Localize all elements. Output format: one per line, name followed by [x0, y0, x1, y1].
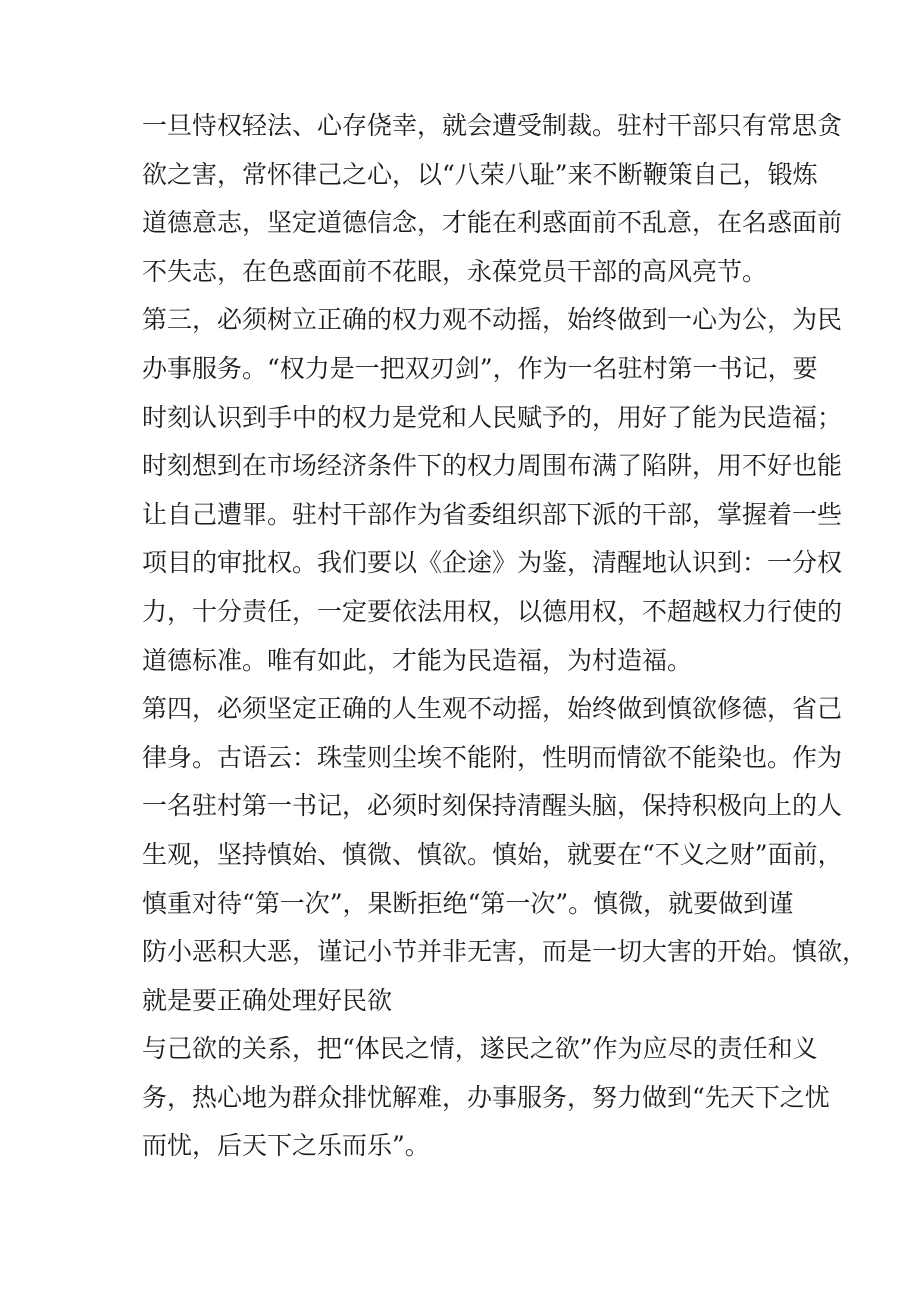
text-line: 律身。古语云：珠莹则尘埃不能附，性明而情欲不能染也。作为 — [142, 742, 843, 772]
paragraph — [142, 102, 843, 296]
paragraph — [142, 1025, 830, 1171]
text-line: 力，十分责任，一定要依法用权，以德用权，不超越权力行使的 — [142, 596, 843, 626]
text-line: 让自己遭罪。驻村干部作为省委组织部下派的干部，掌握着一些 — [142, 499, 843, 529]
text-line: 项目的审批权。我们要以《企途》为鉴，清醒地认识到：一分权 — [142, 548, 843, 578]
text-line: 时刻认识到手中的权力是党和人民赋予的，用好了能为民造福； — [142, 402, 843, 432]
text-line: 生观，坚持慎始、慎微、慎欲。慎始，就要在“不义之财”面前， — [142, 839, 843, 869]
text-line: 欲之害，常怀律己之心，以“八荣八耻”来不断鞭策自己，锻炼 — [142, 159, 818, 189]
text-line: 第三，必须树立正确的权力观不动摇，始终做到一心为公，为民 — [142, 305, 843, 335]
paragraph — [142, 296, 843, 685]
document-body — [142, 102, 868, 1171]
text-line: 道德意志，坚定道德信念，才能在利惑面前不乱意，在名惑面前 — [142, 208, 843, 238]
text-line: 时刻想到在市场经济条件下的权力周围布满了陷阱，用不好也能 — [142, 451, 843, 481]
text-line: 务，热心地为群众排忧解难，办事服务，努力做到“先天下之忧 — [142, 1082, 830, 1112]
paragraph — [142, 685, 868, 1025]
text-line: 一旦恃权轻法、心存侥幸，就会遭受制裁。驻村干部只有常思贪 — [142, 111, 843, 140]
text-line: 第四，必须坚定正确的人生观不动摇，始终做到慎欲修德，省己 — [142, 694, 843, 724]
text-line: 一名驻村第一书记，必须时刻保持清醒头脑，保持积极向上的人 — [142, 791, 843, 821]
text-line: 而忧，后天下之乐而乐”。 — [142, 1131, 430, 1161]
text-line: 办事服务。“权力是一把双刃剑”，作为一名驻村第一书记，要 — [142, 353, 818, 383]
text-line: 不失志，在色惑面前不花眼，永葆党员干部的高风亮节。 — [142, 256, 768, 286]
text-line: 慎重对待“第一次”，果断拒绝“第一次”。慎微，就要做到谨 — [142, 888, 794, 918]
text-line: 防小恶积大恶，谨记小节并非无害，而是一切大害的开始。慎欲， — [142, 937, 868, 967]
text-line: 与己欲的关系，把“体民之情，遂民之欲”作为应尽的责任和义 — [142, 1034, 818, 1064]
text-line: 就是要正确处理好民欲 — [142, 985, 393, 1015]
text-line: 道德标准。唯有如此，才能为民造福，为村造福。 — [142, 645, 693, 675]
